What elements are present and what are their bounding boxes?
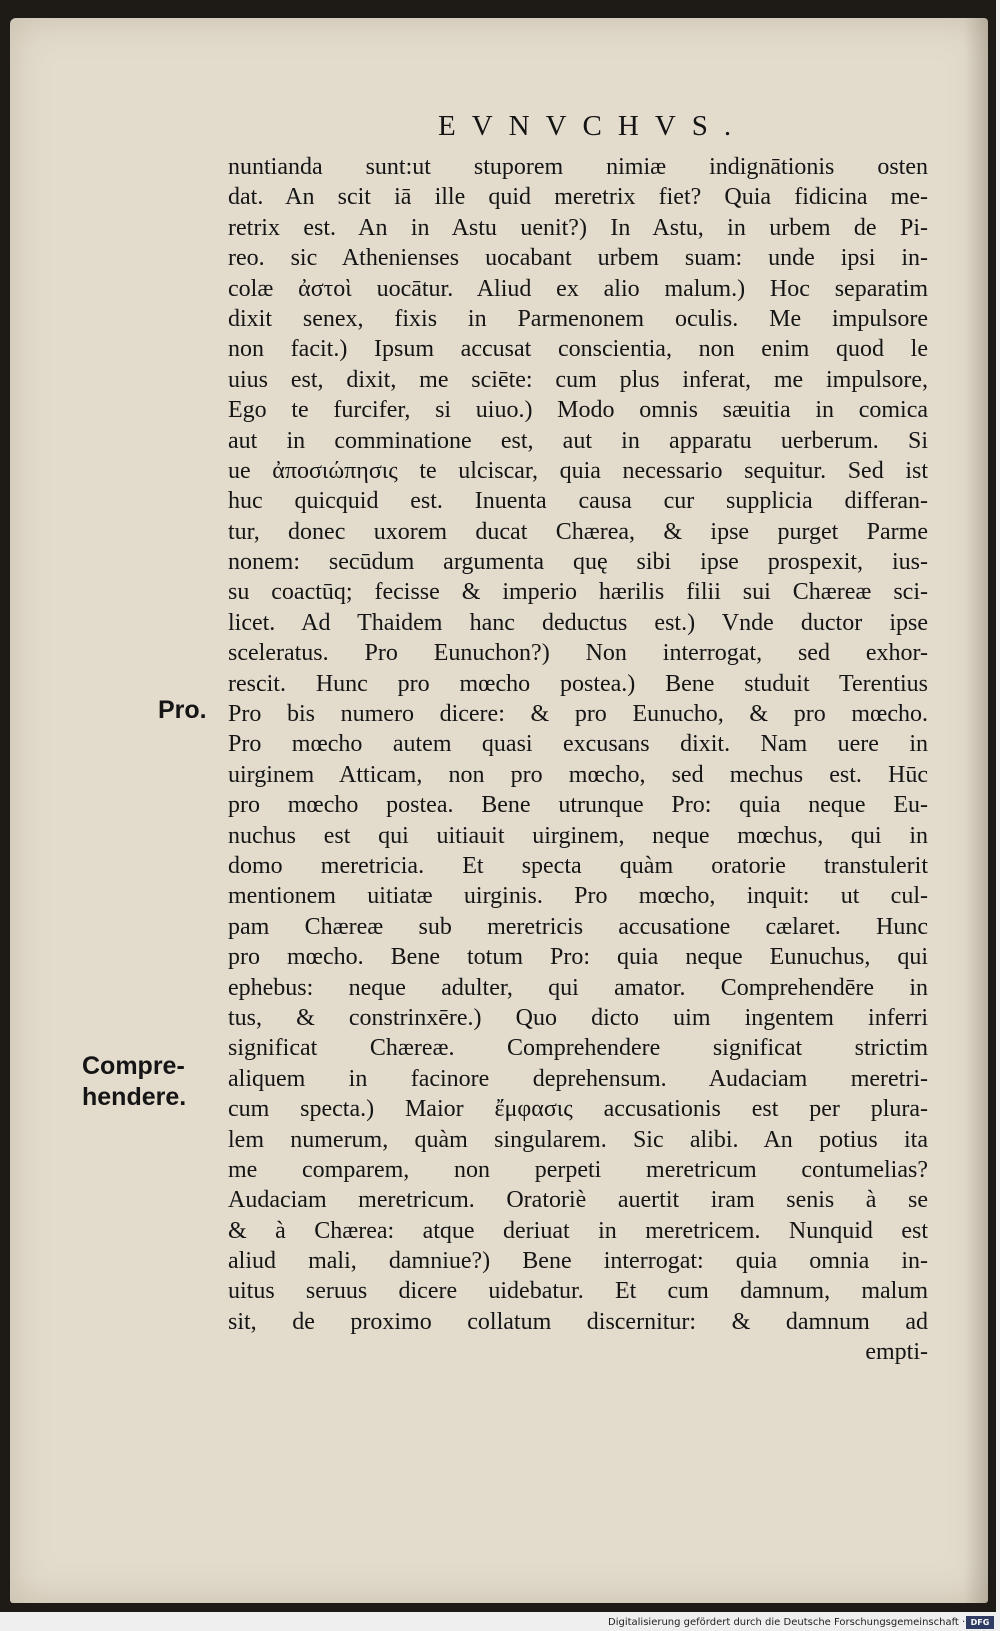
commentary-text-block xyxy=(228,152,928,1368)
marginal-note-pro: Pro. xyxy=(158,696,207,724)
text-line: nuchus est qui uitiauit uirginem, neque mœchus, qui in xyxy=(228,822,928,849)
text-line: domo meretricia. Et specta quàm oratorie transtulerit xyxy=(228,852,928,879)
text-line: lem numerum, quàm singularem. Sic alibi. An potius ita xyxy=(228,1126,928,1153)
text-line: colæ ἀστοὶ uocātur. Aliud ex alio malum.) Hoc separatim xyxy=(228,275,928,302)
text-line: su coactūq; fecisse & imperio hærilis filii sui Chæreæ sci- xyxy=(228,579,928,606)
marginal-note-comprehendere-line-1: Compre- xyxy=(82,1052,185,1080)
text-line: pro mœcho postea. Bene utrunque Pro: quia neque Eu- xyxy=(228,792,928,819)
text-line: aut in comminatione est, aut in apparatu uerberum. Si xyxy=(228,427,928,454)
text-line: rescit. Hunc pro mœcho postea.) Bene studuit Terentius xyxy=(228,670,928,697)
text-line: nuntianda sunt:ut stuporem nimiæ indignātionis osten xyxy=(228,154,928,180)
dfg-logo: DFG xyxy=(966,1616,994,1629)
text-line: Pro bis numero dicere: & pro Eunucho, & pro mœcho. xyxy=(228,701,928,728)
text-line: & à Chærea: atque deriuat in meretricem. Nunquid est xyxy=(228,1217,928,1244)
text-line: ephebus: neque adulter, qui amator. Comprehendēre in xyxy=(228,974,928,1001)
text-line: aliud mali, damniue?) Bene interrogat: quia omnia in- xyxy=(228,1248,928,1275)
text-line: Ego te furcifer, si uiuo.) Modo omnis sæuitia in comica xyxy=(228,397,928,424)
text-line: cum specta.) Maior ἔμφασις accusationis est per plura- xyxy=(228,1096,928,1123)
text-line: me comparem, non perpeti meretricum contumelias? xyxy=(228,1156,928,1183)
text-line: uius est, dixit, me sciēte: cum plus inferat, me impulsore, xyxy=(228,366,928,393)
text-line: aliquem in facinore deprehensum. Audaciam meretri- xyxy=(228,1065,928,1092)
text-line: Audaciam meretricum. Oratoriè auertit iram senis à se xyxy=(228,1187,928,1214)
text-line: tur, donec uxorem ducat Chærea, & ipse purget Parme xyxy=(228,518,928,545)
marginal-note-comprehendere-line-2: hendere. xyxy=(82,1083,187,1111)
text-line: licet. Ad Thaidem hanc deductus est.) Vnde ductor ipse xyxy=(228,609,928,636)
digitization-credit: Digitalisierung gefördert durch die Deutsche Forschungsgemeinschaft · xyxy=(608,1617,966,1628)
text-line: tus, & constrinxēre.) Quo dicto uim ingentem inferri xyxy=(228,1004,928,1031)
text-line: uirginem Atticam, non pro mœcho, sed mechus est. Hūc xyxy=(228,761,928,788)
page-edge-shadow xyxy=(964,18,988,1603)
text-line: pro mœcho. Bene totum Pro: quia neque Eunuchus, qui xyxy=(228,944,928,971)
text-line: retrix est. An in Astu uenit?) In Astu, in urbem de Pi- xyxy=(228,214,928,241)
text-line: sceleratus. Pro Eunuchon?) Non interrogat, sed exhor- xyxy=(228,640,928,667)
text-line: uitus seruus dicere uidebatur. Et cum damnum, malum xyxy=(228,1278,928,1305)
text-line: dixit senex, fixis in Parmenonem oculis. Me impulsore xyxy=(228,305,928,332)
text-line: huc quicquid est. Inuenta causa cur supplicia differan- xyxy=(228,488,928,515)
text-line: nonem: secūdum argumenta quę sibi ipse prospexit, ius- xyxy=(228,549,928,576)
text-line: mentionem uitiatæ uirginis. Pro mœcho, inquit: ut cul- xyxy=(228,883,928,910)
running-head: EVNVCHVS. xyxy=(438,110,748,142)
text-line: ue ἀποσιώπησις te ulciscar, quia necessario sequitur. Sed ist xyxy=(228,457,928,484)
text-line: significat Chæreæ. Comprehendere significat strictim xyxy=(228,1035,928,1062)
text-line: non facit.) Ipsum accusat conscientia, non enim quod le xyxy=(228,336,928,363)
text-line: dat. An scit iā ille quid meretrix fiet? Quia fidicina me- xyxy=(228,184,928,211)
text-line: reo. sic Athenienses uocabant urbem suam: unde ipsi in- xyxy=(228,245,928,272)
text-line: empti- xyxy=(865,1339,928,1366)
text-line: pam Chæreæ sub meretricis accusatione cælaret. Hunc xyxy=(228,913,928,940)
text-line: Pro mœcho autem quasi excusans dixit. Nam uere in xyxy=(228,731,928,758)
text-line: sit, de proximo collatum discernitur: & damnum ad xyxy=(228,1308,928,1335)
